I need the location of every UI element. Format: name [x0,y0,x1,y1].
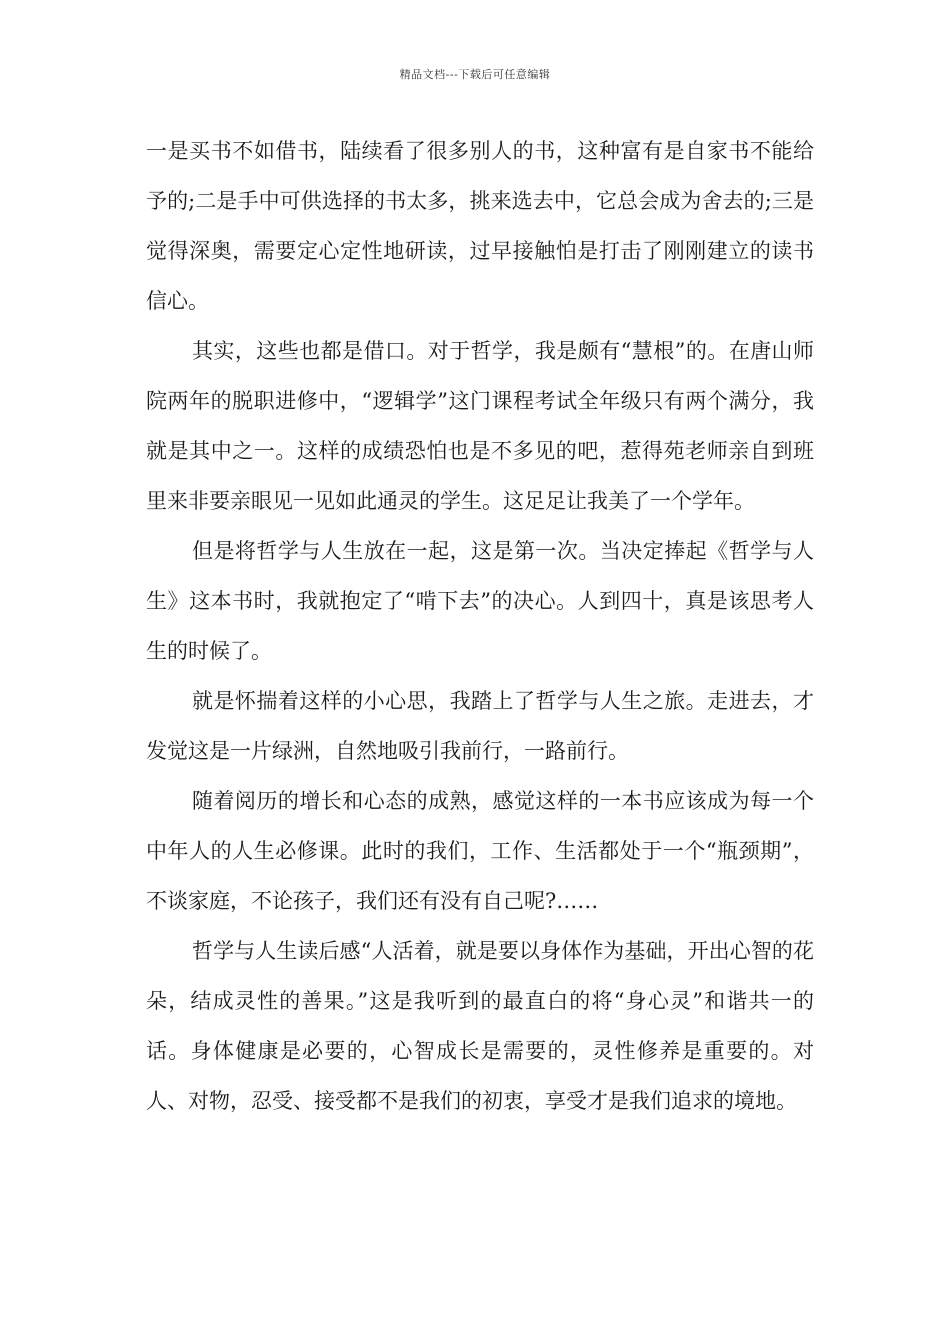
paragraph-1: 一是买书不如借书，陆续看了很多别人的书，这种富有是自家书不能给予的;二是手中可供选择的书太多，挑来选去中，它总会成为舍去的;三是觉得深奥，需要定心定性地研读，过早接触怕是打击了刚刚建立的读书信心。 [146,139,814,313]
paragraph-3: 但是将哲学与人生放在一起，这是第一次。当决定捧起《哲学与人生》这本书时，我就抱定了“啃下去”的决心。人到四十，真是该思考人生的时候了。 [146,539,814,663]
paragraph-4: 就是怀揣着这样的小心思，我踏上了哲学与人生之旅。走进去，才发觉这是一片绿洲，自然地吸引我前行，一路前行。 [146,689,814,763]
document-body [146,126,814,1126]
paragraph-5: 随着阅历的增长和心态的成熟，感觉这样的一本书应该成为每一个中年人的人生必修课。此时的我们，工作、生活都处于一个“瓶颈期”，不谈家庭，不论孩子，我们还有没有自己呢?…… [146,789,814,913]
paragraph-6: 哲学与人生读后感“人活着，就是要以身体作为基础，开出心智的花朵，结成灵性的善果。”这是我听到的最直白的将“身心灵”和谐共一的话。身体健康是必要的，心智成长是需要的，灵性修养是重要的。对人、对物，忍受、接受都不是我们的初衷，享受才是我们追求的境地。 [146,939,814,1113]
page-header: 精品文档---下载后可任意编辑 [399,68,551,81]
paragraph-2: 其实，这些也都是借口。对于哲学，我是颇有“慧根”的。在唐山师院两年的脱职进修中，“逻辑学”这门课程考试全年级只有两个满分，我就是其中之一。这样的成绩恐怕也是不多见的吧，惹得苑老师亲自到班里来非要亲眼见一见如此通灵的学生。这足足让我美了一个学年。 [146,339,814,513]
